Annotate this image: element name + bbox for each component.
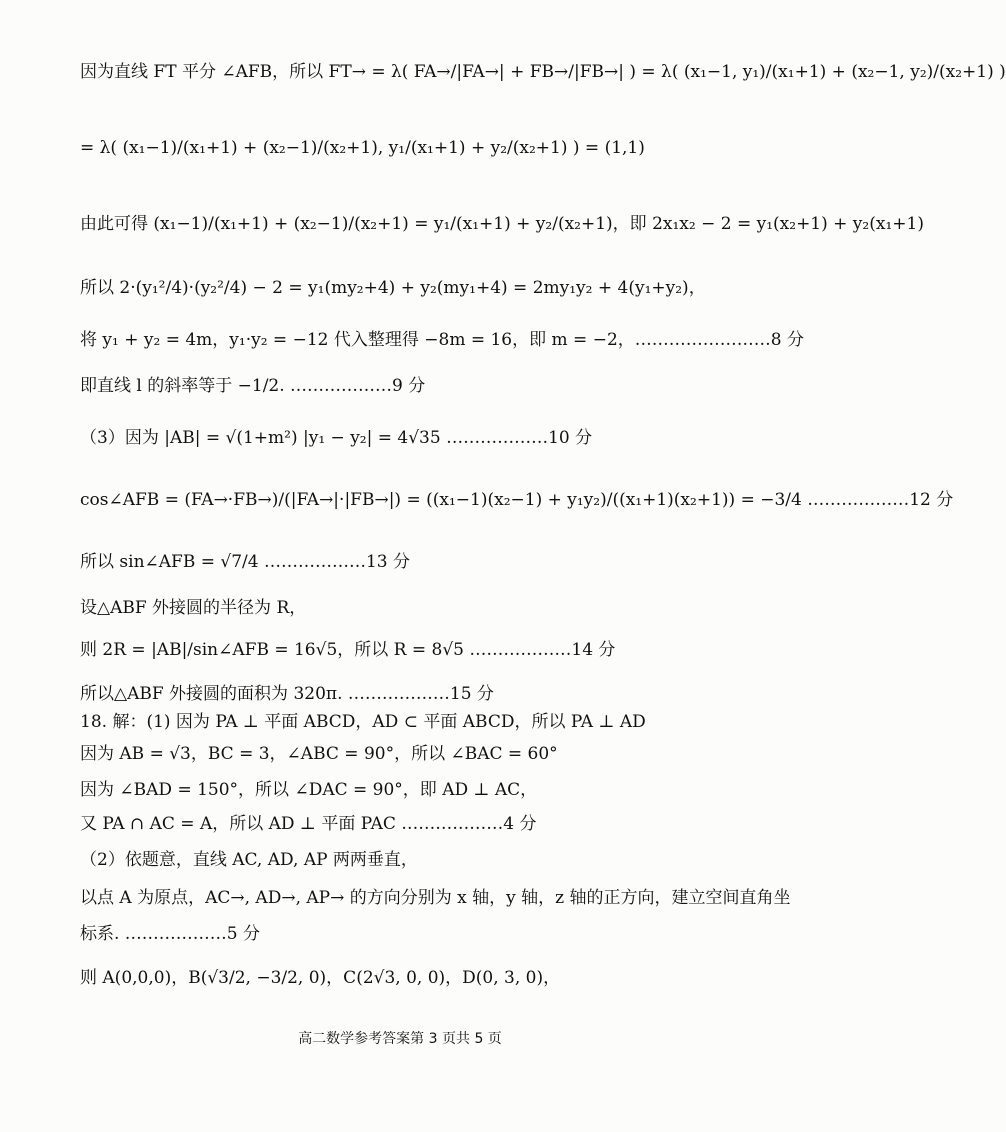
solution-line-20: 则 A(0,0,0)，B(√3/2, −3/2, 0)，C(2√3, 0, 0)，D(0, 3, 0)， [80, 968, 561, 988]
solution-line-2: = λ( (x₁−1)/(x₁+1) + (x₂−1)/(x₂+1), y₁/(x₁+1) + y₂/(x₂+1) ) = (1,1) [80, 138, 645, 158]
solution-line-18: 以点 A 为原点，AC→, AD→, AP→ 的方向分别为 x 轴，y 轴，z 轴的正方向，建立空间直角坐 [80, 888, 791, 908]
solution-line-19: 标系. ………………5 分 [80, 924, 261, 944]
solution-line-17: （2）依题意，直线 AC, AD, AP 两两垂直， [80, 850, 418, 870]
solution-line-11: 则 2R = |AB|/sin∠AFB = 16√5，所以 R = 8√5 ………………14 分 [80, 640, 616, 660]
solution-line-4: 所以 2·(y₁²/4)·(y₂²/4) − 2 = y₁(my₂+4) + y₂(my₁+4) = 2my₁y₂ + 4(y₁+y₂)， [80, 278, 706, 298]
solution-line-5: 将 y₁ + y₂ = 4m，y₁·y₂ = −12 代入整理得 −8m = 16，即 m = −2，……………………8 分 [80, 330, 804, 350]
solution-line-13: 18. 解：(1) 因为 PA ⊥ 平面 ABCD，AD ⊂ 平面 ABCD，所以 PA ⊥ AD [80, 712, 646, 732]
solution-line-7: （3）因为 |AB| = √(1+m²) |y₁ − y₂| = 4√35 ………………10 分 [80, 428, 593, 448]
solution-line-16: 又 PA ∩ AC = A，所以 AD ⊥ 平面 PAC ………………4 分 [80, 814, 537, 834]
solution-line-15: 因为 ∠BAD = 150°，所以 ∠DAC = 90°，即 AD ⊥ AC， [80, 780, 538, 800]
solution-line-12: 所以△ABF 外接圆的面积为 320π. ………………15 分 [80, 684, 494, 704]
solution-line-6: 即直线 l 的斜率等于 −1/2. ………………9 分 [80, 376, 426, 396]
solution-line-9: 所以 sin∠AFB = √7/4 ………………13 分 [80, 552, 411, 572]
solution-line-1: 因为直线 FT 平分 ∠AFB，所以 FT→ = λ( FA→/|FA→| + FB→/|FB→| ) = λ( (x₁−1, y₁)/(x₁+1) + (x₂−1, y₂)/(x₂+1) ) [80, 62, 1006, 82]
page-footer: 高二数学参考答案第 3 页共 5 页 [298, 1031, 502, 1047]
solution-line-14: 因为 AB = √3，BC = 3，∠ABC = 90°，所以 ∠BAC = 60° [80, 744, 558, 764]
solution-line-10: 设△ABF 外接圆的半径为 R， [80, 598, 307, 618]
solution-line-3: 由此可得 (x₁−1)/(x₁+1) + (x₂−1)/(x₂+1) = y₁/(x₁+1) + y₂/(x₂+1)，即 2x₁x₂ − 2 = y₁(x₂+1) + y₂(x₁+1) [80, 214, 924, 234]
solution-line-8: cos∠AFB = (FA→·FB→)/(|FA→|·|FB→|) = ((x₁−1)(x₂−1) + y₁y₂)/((x₁+1)(x₂+1)) = −3/4 ………………12 分 [80, 490, 954, 510]
